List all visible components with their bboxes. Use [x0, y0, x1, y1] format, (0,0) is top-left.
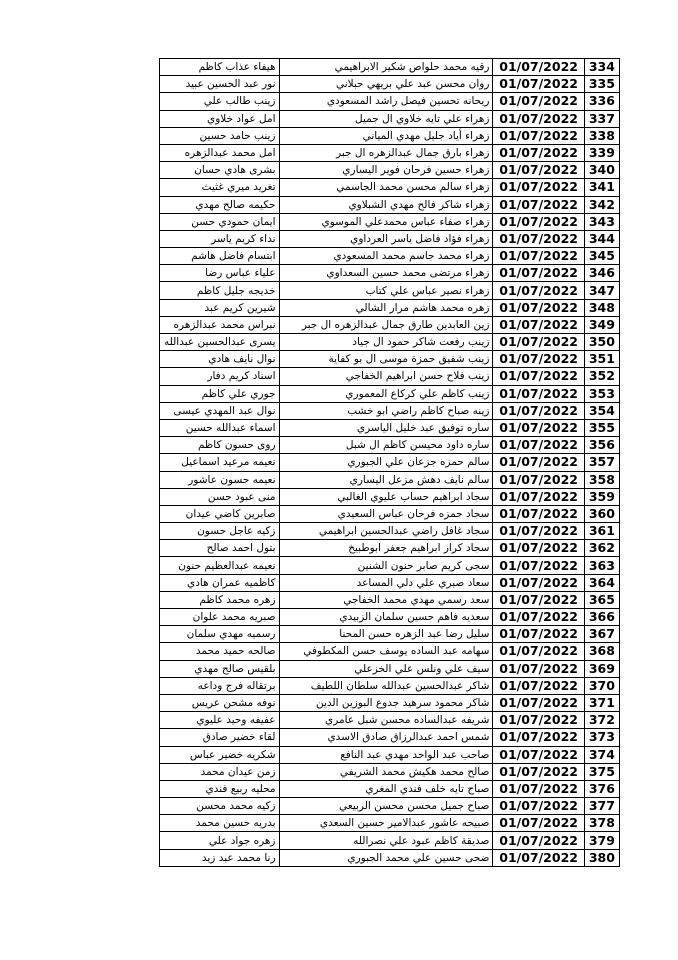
date-cell: 01/07/2022 — [493, 505, 584, 522]
table-row — [160, 694, 620, 711]
mother-name-cell: نوال عبد المهدي عيسى — [160, 402, 280, 419]
mother-name-cell: زكيه عاجل حسون — [160, 523, 280, 540]
mother-name-cell: محليه ربيع فندي — [160, 780, 280, 797]
date-cell: 01/07/2022 — [493, 832, 584, 849]
full-name-cell: زينب فلاح حسن ابراهيم الخفاجي — [279, 368, 493, 385]
table-row — [160, 162, 620, 179]
full-name-cell: ساره توفيق عبد خليل الياسري — [279, 419, 493, 436]
full-name-cell: شاكر محمود سرهيد جدوع البوزين الدين — [279, 694, 493, 711]
table-row — [160, 505, 620, 522]
date-cell: 01/07/2022 — [493, 402, 584, 419]
serial-number-cell: 377 — [584, 798, 619, 815]
full-name-cell: شاكر عبدالحسين عبدالله سلطان اللطيف — [279, 677, 493, 694]
mother-name-cell: يسرى عبدالحسين عبدالله — [160, 334, 280, 351]
serial-number-cell: 355 — [584, 419, 619, 436]
date-cell: 01/07/2022 — [493, 540, 584, 557]
full-name-cell: سليل رضا عبد الزهره حسن المحنا — [279, 626, 493, 643]
serial-number-cell: 369 — [584, 660, 619, 677]
serial-number-cell: 347 — [584, 282, 619, 299]
date-cell: 01/07/2022 — [493, 780, 584, 797]
full-name-cell: سالم نايف دهش مزعل اليساري — [279, 471, 493, 488]
mother-name-cell: شيرين كريم عبد — [160, 299, 280, 316]
table-row — [160, 76, 620, 93]
full-name-cell: سجاد ابراهيم حساب عليوي الغالبي — [279, 488, 493, 505]
date-cell: 01/07/2022 — [493, 471, 584, 488]
serial-number-cell: 359 — [584, 488, 619, 505]
date-cell: 01/07/2022 — [493, 437, 584, 454]
table-row — [160, 402, 620, 419]
table-row — [160, 282, 620, 299]
table-row — [160, 316, 620, 333]
full-name-cell: سعاد صبري علي دلي المساعد — [279, 574, 493, 591]
table-row — [160, 763, 620, 780]
serial-number-cell: 376 — [584, 780, 619, 797]
table-row — [160, 815, 620, 832]
mother-name-cell: جوري علي كاظم — [160, 385, 280, 402]
table-row — [160, 626, 620, 643]
full-name-cell: شريفه عبدالساده محسن شبل عامري — [279, 712, 493, 729]
date-cell: 01/07/2022 — [493, 643, 584, 660]
mother-name-cell: هيفاء عذاب كاظم — [160, 59, 280, 76]
date-cell: 01/07/2022 — [493, 729, 584, 746]
mother-name-cell: صابرين كاضي عيدان — [160, 505, 280, 522]
serial-number-cell: 354 — [584, 402, 619, 419]
serial-number-cell: 341 — [584, 179, 619, 196]
table-row — [160, 471, 620, 488]
full-name-cell: سهامه عبد الساده يوسف حسن المكطوفي — [279, 643, 493, 660]
date-cell: 01/07/2022 — [493, 660, 584, 677]
date-cell: 01/07/2022 — [493, 798, 584, 815]
date-cell: 01/07/2022 — [493, 127, 584, 144]
serial-number-cell: 370 — [584, 677, 619, 694]
full-name-cell: زهراء سالم محسن محمد الجاسمي — [279, 179, 493, 196]
table-row — [160, 488, 620, 505]
mother-name-cell: منى عبود حسن — [160, 488, 280, 505]
full-name-cell: زينه صباح كاظم راضي ابو خشب — [279, 402, 493, 419]
mother-name-cell: تغريد ميري غثيث — [160, 179, 280, 196]
mother-name-cell: خديجه جليل كاظم — [160, 282, 280, 299]
date-cell: 01/07/2022 — [493, 626, 584, 643]
mother-name-cell: اسماء عبدالله حسين — [160, 419, 280, 436]
table-row — [160, 609, 620, 626]
full-name-cell: سجى كريم صابر حنون الشنين — [279, 557, 493, 574]
mother-name-cell: نوال نايف هادي — [160, 351, 280, 368]
table-row — [160, 248, 620, 265]
serial-number-cell: 339 — [584, 144, 619, 161]
full-name-cell: سعد رسمي مهدي محمد الخفاجي — [279, 591, 493, 608]
full-name-cell: سالم حمزه جزعان علي الجبوري — [279, 454, 493, 471]
mother-name-cell: زكيه محمد محسن — [160, 798, 280, 815]
date-cell: 01/07/2022 — [493, 265, 584, 282]
mother-name-cell: ابتسام فاضل هاشم — [160, 248, 280, 265]
serial-number-cell: 374 — [584, 746, 619, 763]
date-cell: 01/07/2022 — [493, 179, 584, 196]
serial-number-cell: 346 — [584, 265, 619, 282]
full-name-cell: ريحانه تحسين فيصل راشد المسعودي — [279, 93, 493, 110]
date-cell: 01/07/2022 — [493, 815, 584, 832]
full-name-cell: سعديه فاهم حسين سلمان الزبيدي — [279, 609, 493, 626]
full-name-cell: زهراء فؤاد فاضل ياسر العرداوي — [279, 230, 493, 247]
full-name-cell: زينب كاظم علي كركاع المعموري — [279, 385, 493, 402]
date-cell: 01/07/2022 — [493, 574, 584, 591]
serial-number-cell: 378 — [584, 815, 619, 832]
serial-number-cell: 367 — [584, 626, 619, 643]
date-cell: 01/07/2022 — [493, 76, 584, 93]
full-name-cell: زهراء مرتضى محمد حسين السعداوي — [279, 265, 493, 282]
mother-name-cell: امل عواد خلاوي — [160, 110, 280, 127]
mother-name-cell: بلقيس صالح مهدي — [160, 660, 280, 677]
date-cell: 01/07/2022 — [493, 385, 584, 402]
serial-number-cell: 368 — [584, 643, 619, 660]
serial-number-cell: 364 — [584, 574, 619, 591]
mother-name-cell: نعيمه حسون عاشور — [160, 471, 280, 488]
serial-number-cell: 338 — [584, 127, 619, 144]
table-row — [160, 196, 620, 213]
table-row — [160, 144, 620, 161]
mother-name-cell: روى حسون كاظم — [160, 437, 280, 454]
table-row — [160, 660, 620, 677]
serial-number-cell: 349 — [584, 316, 619, 333]
date-cell: 01/07/2022 — [493, 248, 584, 265]
date-cell: 01/07/2022 — [493, 557, 584, 574]
date-cell: 01/07/2022 — [493, 213, 584, 230]
full-name-cell: صالح محمد هكيش محمد الشريفي — [279, 763, 493, 780]
mother-name-cell: حكيمه صالح مهدي — [160, 196, 280, 213]
date-cell: 01/07/2022 — [493, 419, 584, 436]
date-cell: 01/07/2022 — [493, 677, 584, 694]
full-name-cell: زهراء أياد جليل مهدي المياني — [279, 127, 493, 144]
mother-name-cell: زينب حامد حسين — [160, 127, 280, 144]
table-row — [160, 832, 620, 849]
table-row — [160, 729, 620, 746]
full-name-cell: زهراء شاكر فالح مهدي الشبلاوي — [279, 196, 493, 213]
serial-number-cell: 375 — [584, 763, 619, 780]
serial-number-cell: 363 — [584, 557, 619, 574]
serial-number-cell: 357 — [584, 454, 619, 471]
mother-name-cell: زينب طالب علي — [160, 93, 280, 110]
date-cell: 01/07/2022 — [493, 488, 584, 505]
mother-name-cell: زمن عيدان محمد — [160, 763, 280, 780]
table-row — [160, 213, 620, 230]
table-row — [160, 540, 620, 557]
full-name-cell: صباح جميل محسن محسن الربيعي — [279, 798, 493, 815]
full-name-cell: روان محسن عبد علي بريهي حبلاني — [279, 76, 493, 93]
table-row — [160, 454, 620, 471]
date-cell: 01/07/2022 — [493, 299, 584, 316]
serial-number-cell: 371 — [584, 694, 619, 711]
mother-name-cell: شكريه خضير عباس — [160, 746, 280, 763]
date-cell: 01/07/2022 — [493, 523, 584, 540]
registry-table — [159, 58, 620, 867]
serial-number-cell: 380 — [584, 849, 619, 866]
serial-number-cell: 362 — [584, 540, 619, 557]
date-cell: 01/07/2022 — [493, 93, 584, 110]
mother-name-cell: نعيمه مرعيد اسماعيل — [160, 454, 280, 471]
serial-number-cell: 343 — [584, 213, 619, 230]
full-name-cell: صاحب عبد الواحد مهدي عبد النافع — [279, 746, 493, 763]
date-cell: 01/07/2022 — [493, 746, 584, 763]
full-name-cell: زهراء حسين فرحان فوير اليساري — [279, 162, 493, 179]
full-name-cell: رقيه محمد حلواص شكير الابراهيمي — [279, 59, 493, 76]
full-name-cell: سجاد غافل راضي عبدالحسين ابراهيمي — [279, 523, 493, 540]
date-cell: 01/07/2022 — [493, 196, 584, 213]
table-row — [160, 230, 620, 247]
full-name-cell: زهراء بارق جمال عبدالزهره ال جبر — [279, 144, 493, 161]
table-row — [160, 746, 620, 763]
table-row — [160, 179, 620, 196]
serial-number-cell: 353 — [584, 385, 619, 402]
mother-name-cell: اسناد كريم دفار — [160, 368, 280, 385]
serial-number-cell: 348 — [584, 299, 619, 316]
date-cell: 01/07/2022 — [493, 282, 584, 299]
full-name-cell: صباح تايه خلف فندي المغري — [279, 780, 493, 797]
table-row — [160, 110, 620, 127]
mother-name-cell: نور عبد الحسين عبيد — [160, 76, 280, 93]
full-name-cell: زينب شفيق حمزة موسى ال بو كفاية — [279, 351, 493, 368]
date-cell: 01/07/2022 — [493, 712, 584, 729]
serial-number-cell: 350 — [584, 334, 619, 351]
full-name-cell: سجاد كرار ابراهيم جعفر ابوطبيخ — [279, 540, 493, 557]
table-row — [160, 265, 620, 282]
serial-number-cell: 345 — [584, 248, 619, 265]
serial-number-cell: 379 — [584, 832, 619, 849]
table-row — [160, 385, 620, 402]
serial-number-cell: 358 — [584, 471, 619, 488]
date-cell: 01/07/2022 — [493, 316, 584, 333]
mother-name-cell: بشرى هادي حسان — [160, 162, 280, 179]
mother-name-cell: نبراس محمد عبدالزهره — [160, 316, 280, 333]
table-row — [160, 677, 620, 694]
table-row — [160, 437, 620, 454]
date-cell: 01/07/2022 — [493, 609, 584, 626]
serial-number-cell: 360 — [584, 505, 619, 522]
table-row — [160, 523, 620, 540]
serial-number-cell: 334 — [584, 59, 619, 76]
mother-name-cell: علياء عباس رضا — [160, 265, 280, 282]
mother-name-cell: رنا محمد عبد زيد — [160, 849, 280, 866]
table-row — [160, 368, 620, 385]
mother-name-cell: بدريه حسين محمد — [160, 815, 280, 832]
mother-name-cell: بتول احمد صالح — [160, 540, 280, 557]
table-row — [160, 59, 620, 76]
full-name-cell: زهراء صفاء عباس محمدعلي الموسوي — [279, 213, 493, 230]
mother-name-cell: نوفه مشحن عريس — [160, 694, 280, 711]
table-row — [160, 798, 620, 815]
mother-name-cell: رسميه مهدي سلمان — [160, 626, 280, 643]
serial-number-cell: 365 — [584, 591, 619, 608]
mother-name-cell: زهره جواد علي — [160, 832, 280, 849]
date-cell: 01/07/2022 — [493, 694, 584, 711]
serial-number-cell: 366 — [584, 609, 619, 626]
date-cell: 01/07/2022 — [493, 368, 584, 385]
table-row — [160, 419, 620, 436]
serial-number-cell: 361 — [584, 523, 619, 540]
full-name-cell: ضحى حسين علي محمد الجبوري — [279, 849, 493, 866]
table-row — [160, 557, 620, 574]
full-name-cell: شمس احمد عبدالرزاق صادق الاسدي — [279, 729, 493, 746]
table-row — [160, 127, 620, 144]
mother-name-cell: صبريه محمد علوان — [160, 609, 280, 626]
mother-name-cell: نداء كريم ياسر — [160, 230, 280, 247]
serial-number-cell: 342 — [584, 196, 619, 213]
date-cell: 01/07/2022 — [493, 351, 584, 368]
serial-number-cell: 344 — [584, 230, 619, 247]
table-row — [160, 591, 620, 608]
serial-number-cell: 351 — [584, 351, 619, 368]
full-name-cell: سيف علي ونلس علي الخزعلي — [279, 660, 493, 677]
date-cell: 01/07/2022 — [493, 849, 584, 866]
mother-name-cell: برتقاله فرج وداعه — [160, 677, 280, 694]
full-name-cell: صبيحه عاشور عبدالامير حسين السعدي — [279, 815, 493, 832]
serial-number-cell: 352 — [584, 368, 619, 385]
full-name-cell: زهراء نصير عباس علي كتاب — [279, 282, 493, 299]
mother-name-cell: عفيفه وحيد عليوي — [160, 712, 280, 729]
table-row — [160, 849, 620, 866]
table-row — [160, 574, 620, 591]
serial-number-cell: 373 — [584, 729, 619, 746]
mother-name-cell: ايمان حمودي حسن — [160, 213, 280, 230]
full-name-cell: سجاد حمزه فرحان عباس السعيدي — [279, 505, 493, 522]
date-cell: 01/07/2022 — [493, 454, 584, 471]
mother-name-cell: لقاء خضير صادق — [160, 729, 280, 746]
serial-number-cell: 372 — [584, 712, 619, 729]
table-row — [160, 712, 620, 729]
date-cell: 01/07/2022 — [493, 334, 584, 351]
mother-name-cell: نعيمه عبدالعظيم حنون — [160, 557, 280, 574]
date-cell: 01/07/2022 — [493, 110, 584, 127]
serial-number-cell: 356 — [584, 437, 619, 454]
date-cell: 01/07/2022 — [493, 591, 584, 608]
mother-name-cell: صالحه حميد محمد — [160, 643, 280, 660]
date-cell: 01/07/2022 — [493, 162, 584, 179]
date-cell: 01/07/2022 — [493, 59, 584, 76]
full-name-cell: صديقة كاظم عبود علي نصرالله — [279, 832, 493, 849]
date-cell: 01/07/2022 — [493, 144, 584, 161]
table-row — [160, 299, 620, 316]
table-row — [160, 351, 620, 368]
table-row — [160, 643, 620, 660]
full-name-cell: زهراء محمد جاسم محمد المسعودي — [279, 248, 493, 265]
full-name-cell: زهره محمد هاشم مرار الشالي — [279, 299, 493, 316]
date-cell: 01/07/2022 — [493, 763, 584, 780]
full-name-cell: زهراء علي تايه خلاوي ال جميل — [279, 110, 493, 127]
table-row — [160, 334, 620, 351]
mother-name-cell: كاظميه عمران هادي — [160, 574, 280, 591]
serial-number-cell: 336 — [584, 93, 619, 110]
serial-number-cell: 340 — [584, 162, 619, 179]
full-name-cell: ساره داود محيسن كاظم ال شبل — [279, 437, 493, 454]
table-row — [160, 93, 620, 110]
date-cell: 01/07/2022 — [493, 230, 584, 247]
mother-name-cell: امل محمد عبدالزهره — [160, 144, 280, 161]
mother-name-cell: زهره محمد كاظم — [160, 591, 280, 608]
registry-rows — [160, 59, 620, 867]
full-name-cell: زينب رفعت شاكر حمود ال جياد — [279, 334, 493, 351]
table-row — [160, 780, 620, 797]
serial-number-cell: 335 — [584, 76, 619, 93]
serial-number-cell: 337 — [584, 110, 619, 127]
full-name-cell: زين العابدين طارق جمال عبدالزهره ال جبر — [279, 316, 493, 333]
